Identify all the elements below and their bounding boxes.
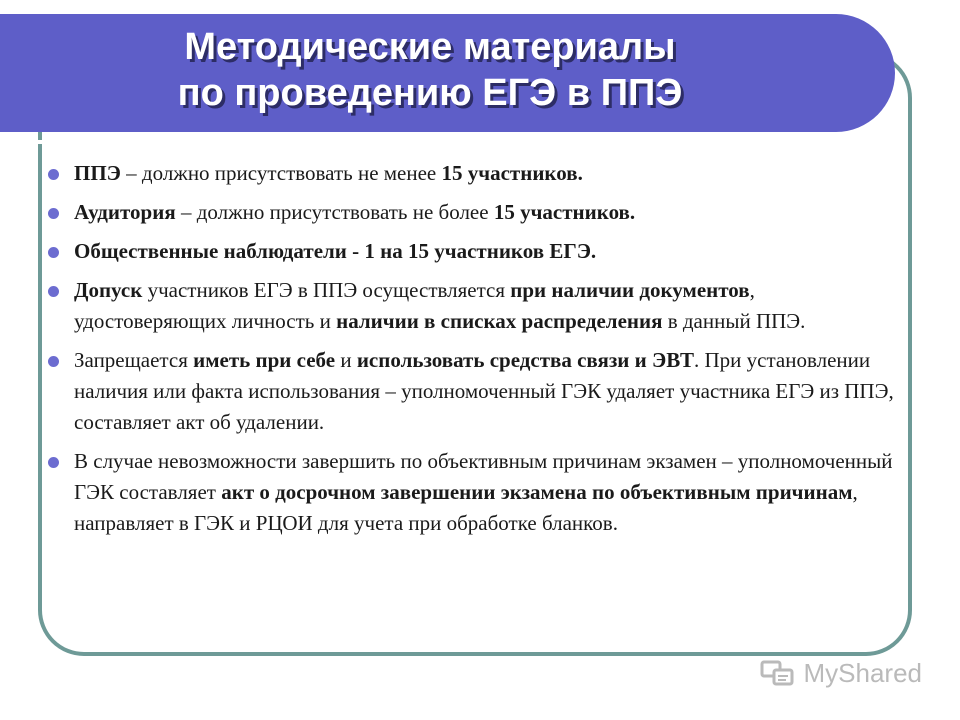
title-underline — [0, 140, 848, 144]
list-item-text: – должно присутствовать не менее — [120, 161, 442, 185]
list-item-text: , направляет в ГЭК и РЦОИ для учета при обработке бланков. — [74, 480, 858, 535]
bullet-dot-icon — [48, 356, 59, 367]
list-item-bold-text: ППЭ — [74, 161, 121, 185]
list-item-bold-text: 15 участников. — [493, 200, 636, 224]
bullet-dot-icon — [48, 208, 59, 219]
list-item — [44, 197, 910, 228]
list-item-text: участников ЕГЭ в ППЭ осуществляется — [142, 278, 511, 302]
list-item-text: Запрещается — [74, 348, 194, 372]
list-item-text: – должно присутствовать не более — [175, 200, 494, 224]
list-item — [44, 446, 910, 539]
list-item-bold-text: акт о досрочном завершении экзамена по объективным причинам — [221, 480, 853, 504]
bullet-dot-icon — [48, 247, 59, 258]
watermark — [758, 656, 923, 690]
list-item-text: , удостоверяющих личность и — [74, 278, 755, 333]
bullet-dot-icon — [48, 457, 59, 468]
list-item — [44, 236, 910, 267]
slide-title — [0, 24, 860, 116]
list-item-bold-text: использовать средства связи и ЭВТ — [356, 348, 694, 372]
myshared-logo-icon — [758, 656, 798, 690]
list-item-bold-text: наличии в списках распределения — [336, 309, 663, 333]
bullet-dot-icon — [48, 169, 59, 180]
list-item-bold-text: Допуск — [74, 278, 143, 302]
list-item-bold-text: 15 участников. — [441, 161, 583, 185]
list-item — [44, 345, 910, 438]
title-banner — [0, 14, 895, 132]
bullet-dot-icon — [48, 286, 59, 297]
bullet-list — [44, 158, 910, 547]
list-item — [44, 275, 910, 337]
list-item-bold-text: Общественные наблюдатели - 1 на 15 участников ЕГЭ. — [74, 239, 597, 263]
list-item-bold-text: при наличии документов — [510, 278, 750, 302]
slide-title-line-1: Методические материалы — [184, 26, 676, 68]
list-item-bold-text: Аудитория — [74, 200, 176, 224]
slide-title-line-2: по проведению ЕГЭ в ППЭ — [177, 72, 683, 114]
list-item-text: в данный ППЭ. — [662, 309, 806, 333]
watermark-text: MyShared — [803, 657, 922, 688]
list-item-text: и — [335, 348, 357, 372]
list-item-text: . При установлении наличия или факта использования – уполномоченный ГЭК удаляет участника ЕГЭ из ППЭ, составляет акт об удалении. — [74, 348, 894, 434]
list-item-bold-text: иметь при себе — [193, 348, 336, 372]
list-item — [44, 158, 910, 189]
list-item-text: В случае невозможности завершить по объективным причинам экзамен – уполномоченный ГЭК составляет — [74, 449, 893, 504]
